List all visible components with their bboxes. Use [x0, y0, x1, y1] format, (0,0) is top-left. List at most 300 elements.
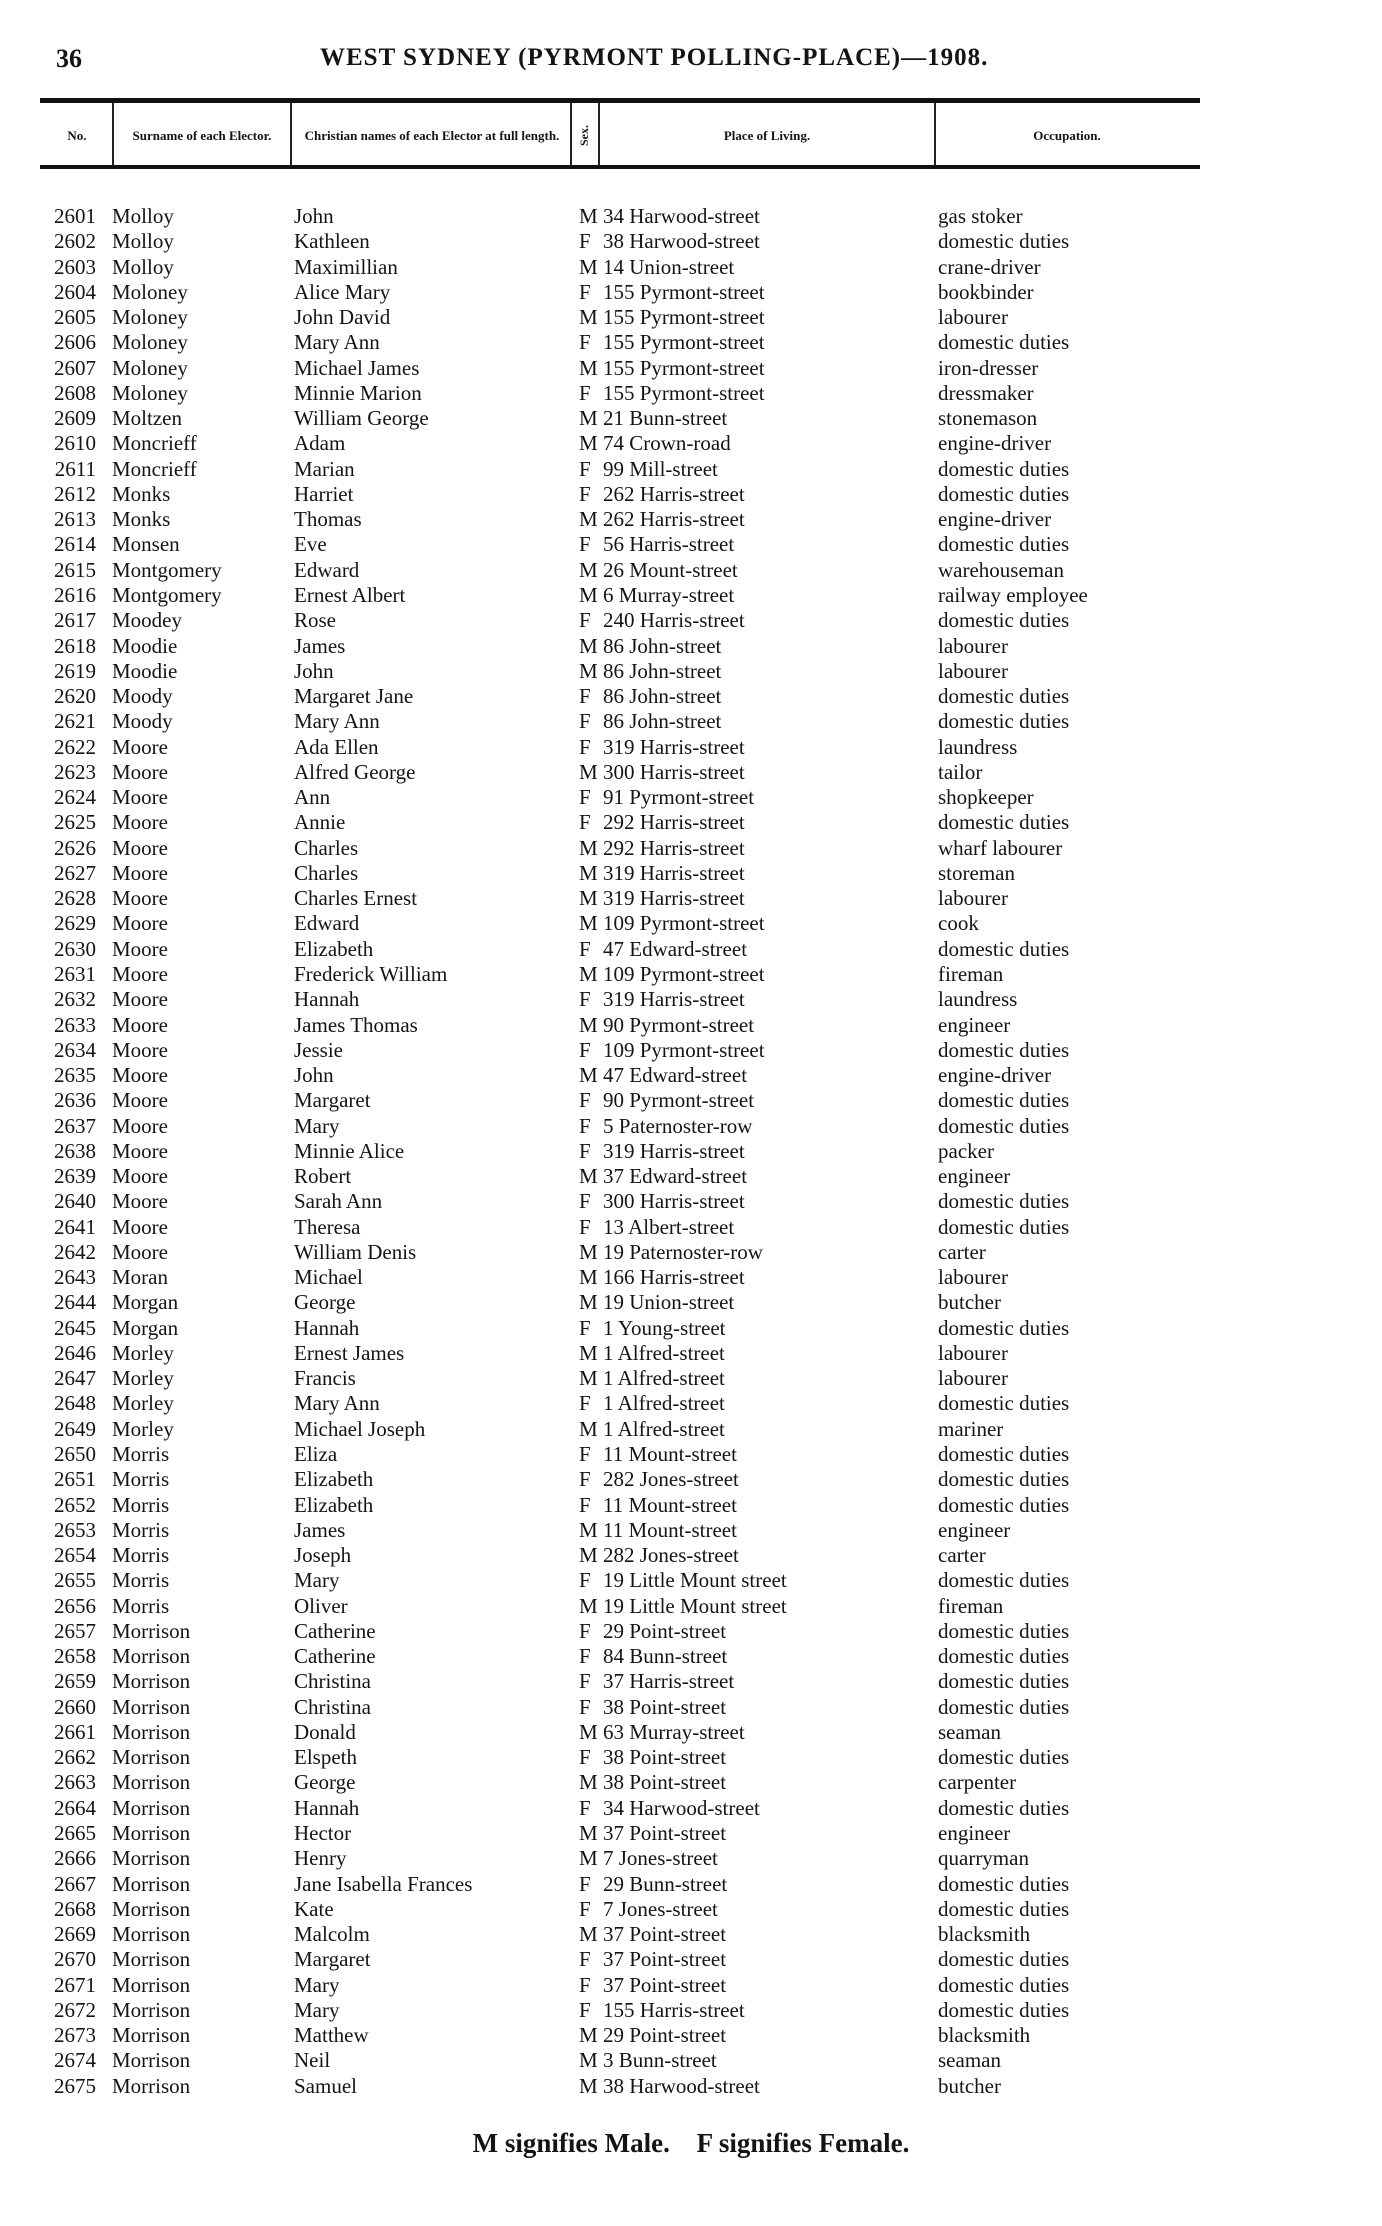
- table-row: [0, 431, 1382, 456]
- elector-surname: Morrison: [112, 1669, 191, 1694]
- table-row: [0, 937, 1382, 962]
- elector-number: 2648: [54, 1391, 96, 1416]
- elector-sex: F: [579, 1467, 591, 1492]
- elector-number: 2650: [54, 1442, 96, 1467]
- elector-christian-names: William George: [294, 406, 429, 431]
- elector-number: 2642: [54, 1239, 96, 1264]
- elector-christian-names: Rose: [294, 608, 336, 633]
- elector-surname: Moore: [112, 1214, 168, 1239]
- elector-place-of-living: 63 Murray-street: [603, 1719, 745, 1744]
- elector-number: 2641: [54, 1214, 96, 1239]
- elector-number: 2665: [54, 1821, 96, 1845]
- elector-christian-names: John: [294, 204, 334, 228]
- elector-place-of-living: 282 Jones-street: [603, 1467, 739, 1492]
- elector-place-of-living: 155 Pyrmont-street: [603, 380, 765, 405]
- elector-surname: Morrison: [112, 1694, 191, 1719]
- elector-number: 2627: [54, 860, 96, 885]
- elector-occupation: domestic duties: [938, 1618, 1070, 1643]
- elector-occupation: domestic duties: [938, 1694, 1070, 1719]
- table-row: [0, 1189, 1382, 1214]
- elector-sex: F: [579, 684, 591, 709]
- elector-place-of-living: 7 Jones-street: [603, 1846, 718, 1871]
- elector-christian-names: Catherine: [294, 1644, 376, 1669]
- elector-place-of-living: 11 Mount-street: [603, 1517, 737, 1542]
- elector-number: 2606: [54, 330, 96, 355]
- elector-number: 2660: [54, 1694, 96, 1719]
- elector-surname: Morrison: [112, 1997, 191, 2022]
- elector-christian-names: Hannah: [294, 987, 360, 1012]
- elector-christian-names: George: [294, 1290, 356, 1315]
- elector-surname: Morrison: [112, 2023, 191, 2048]
- elector-place-of-living: 319 Harris-street: [603, 987, 745, 1012]
- elector-occupation: domestic duties: [938, 1644, 1070, 1669]
- elector-occupation: domestic duties: [938, 1997, 1070, 2022]
- elector-christian-names: Elspeth: [294, 1745, 357, 1770]
- elector-sex: F: [579, 1113, 591, 1138]
- elector-christian-names: William Denis: [294, 1239, 417, 1264]
- elector-christian-names: Christina: [294, 1694, 371, 1719]
- elector-surname: Morrison: [112, 1922, 191, 1947]
- elector-occupation: carter: [938, 1239, 986, 1264]
- elector-surname: Moodey: [112, 608, 182, 633]
- elector-number: 2667: [54, 1871, 96, 1896]
- elector-christian-names: Eliza: [294, 1442, 338, 1467]
- elector-number: 2675: [54, 2073, 96, 2098]
- elector-sex: M: [579, 507, 598, 532]
- elector-sex: F: [579, 734, 591, 759]
- table-row: [0, 280, 1382, 305]
- elector-sex: F: [579, 1896, 591, 1921]
- elector-sex: F: [579, 1644, 591, 1669]
- table-row: [0, 1114, 1382, 1139]
- elector-christian-names: Maximillian: [294, 254, 398, 279]
- elector-christian-names: Frederick William: [294, 961, 448, 986]
- elector-place-of-living: 99 Mill-street: [603, 456, 718, 481]
- elector-place-of-living: 29 Point-street: [603, 2023, 727, 2048]
- table-row: [0, 482, 1382, 507]
- elector-place-of-living: 19 Little Mount street: [603, 1568, 787, 1593]
- elector-sex: M: [579, 557, 598, 582]
- table-row: [0, 2074, 1382, 2099]
- elector-sex: F: [579, 1669, 591, 1694]
- table-row: [0, 2023, 1382, 2048]
- elector-place-of-living: 37 Point-street: [603, 1972, 727, 1997]
- elector-christian-names: Ada Ellen: [294, 734, 379, 759]
- elector-occupation: engine-driver: [938, 507, 1052, 532]
- elector-surname: Morley: [112, 1391, 174, 1416]
- table-row: [0, 1619, 1382, 1644]
- elector-christian-names: Mary: [294, 1113, 340, 1138]
- elector-number: 2602: [54, 229, 96, 254]
- elector-occupation: domestic duties: [938, 1896, 1070, 1921]
- elector-sex: F: [579, 229, 591, 254]
- elector-place-of-living: 300 Harris-street: [603, 1189, 745, 1214]
- elector-surname: Moore: [112, 1239, 168, 1264]
- elector-surname: Morrison: [112, 1871, 191, 1896]
- elector-number: 2663: [54, 1770, 96, 1795]
- elector-occupation: labourer: [938, 658, 1008, 683]
- elector-christian-names: Jessie: [294, 1037, 343, 1062]
- elector-place-of-living: 155 Pyrmont-street: [603, 355, 765, 380]
- elector-sex: F: [579, 1694, 591, 1719]
- elector-occupation: quarryman: [938, 1846, 1029, 1871]
- elector-surname: Molloy: [112, 229, 174, 254]
- table-row: [0, 1265, 1382, 1290]
- elector-christian-names: Joseph: [294, 1543, 352, 1568]
- elector-place-of-living: 37 Point-street: [603, 1947, 727, 1972]
- elector-number: 2669: [54, 1922, 96, 1947]
- elector-occupation: carpenter: [938, 1770, 1017, 1795]
- column-header-place: Place of Living.: [723, 127, 811, 143]
- elector-surname: Moore: [112, 860, 168, 885]
- elector-occupation: carter: [938, 1543, 986, 1568]
- elector-sex: F: [579, 1568, 591, 1593]
- elector-place-of-living: 155 Pyrmont-street: [603, 305, 765, 330]
- elector-surname: Moody: [112, 684, 173, 709]
- elector-occupation: packer: [938, 1138, 994, 1163]
- elector-occupation: fireman: [938, 961, 1004, 986]
- elector-occupation: butcher: [938, 1290, 1001, 1315]
- elector-place-of-living: 1 Alfred-street: [603, 1416, 725, 1441]
- elector-place-of-living: 86 John-street: [603, 658, 722, 683]
- elector-number: 2653: [54, 1517, 96, 1542]
- elector-christian-names: Mary: [294, 1568, 340, 1593]
- table-row: [0, 255, 1382, 280]
- elector-surname: Morrison: [112, 1947, 191, 1972]
- elector-occupation: warehouseman: [938, 557, 1064, 582]
- elector-sex: F: [579, 1138, 591, 1163]
- elector-occupation: fireman: [938, 1593, 1004, 1618]
- elector-sex: M: [579, 911, 598, 936]
- elector-place-of-living: 34 Harwood-street: [603, 204, 760, 228]
- elector-christian-names: Michael James: [294, 355, 420, 380]
- elector-christian-names: Eve: [294, 532, 327, 557]
- elector-occupation: dressmaker: [938, 380, 1034, 405]
- elector-christian-names: Adam: [294, 431, 346, 456]
- male-legend: M signifies Male.: [472, 2128, 670, 2158]
- elector-sex: M: [579, 1517, 598, 1542]
- elector-occupation: labourer: [938, 305, 1008, 330]
- elector-place-of-living: 7 Jones-street: [603, 1896, 718, 1921]
- elector-christian-names: Mary Ann: [294, 330, 380, 355]
- elector-christian-names: Charles: [294, 860, 359, 885]
- elector-surname: Moore: [112, 1189, 168, 1214]
- elector-occupation: domestic duties: [938, 1088, 1070, 1113]
- elector-place-of-living: 240 Harris-street: [603, 608, 745, 633]
- elector-occupation: stonemason: [938, 406, 1038, 431]
- elector-occupation: domestic duties: [938, 1745, 1070, 1770]
- elector-christian-names: Matthew: [294, 2023, 369, 2048]
- elector-place-of-living: 319 Harris-street: [603, 860, 745, 885]
- elector-number: 2613: [54, 507, 96, 532]
- elector-place-of-living: 262 Harris-street: [603, 481, 745, 506]
- elector-surname: Moore: [112, 810, 168, 835]
- elector-surname: Moodie: [112, 633, 178, 658]
- table-row: [0, 1013, 1382, 1038]
- elector-number: 2638: [54, 1138, 96, 1163]
- elector-occupation: engineer: [938, 1164, 1011, 1189]
- elector-surname: Moloney: [112, 330, 188, 355]
- elector-number: 2633: [54, 1012, 96, 1037]
- elector-number: 2628: [54, 886, 96, 911]
- elector-number: 2661: [54, 1719, 96, 1744]
- elector-christian-names: Oliver: [294, 1593, 348, 1618]
- elector-occupation: domestic duties: [938, 229, 1070, 254]
- column-header-surname: Surname of each Elector.: [132, 127, 272, 143]
- elector-sex: M: [579, 2048, 598, 2073]
- table-row: [0, 1770, 1382, 1795]
- elector-surname: Morgan: [112, 1290, 179, 1315]
- elector-occupation: seaman: [938, 1719, 1001, 1744]
- elector-place-of-living: 319 Harris-street: [603, 1138, 745, 1163]
- elector-number: 2652: [54, 1492, 96, 1517]
- elector-number: 2615: [54, 557, 96, 582]
- elector-place-of-living: 19 Paternoster-row: [603, 1239, 763, 1264]
- table-row: [0, 1215, 1382, 1240]
- elector-surname: Morris: [112, 1568, 170, 1593]
- elector-number: 2619: [54, 658, 96, 683]
- elector-surname: Morris: [112, 1467, 170, 1492]
- elector-christian-names: Ernest Albert: [294, 582, 406, 607]
- elector-christian-names: Michael: [294, 1265, 363, 1290]
- elector-occupation: domestic duties: [938, 1568, 1070, 1593]
- elector-surname: Monks: [112, 507, 171, 532]
- table-row: [0, 229, 1382, 254]
- table-row: [0, 1139, 1382, 1164]
- elector-occupation: blacksmith: [938, 1922, 1031, 1947]
- elector-christian-names: Margaret: [294, 1947, 371, 1972]
- elector-place-of-living: 300 Harris-street: [603, 759, 745, 784]
- table-row: [0, 1947, 1382, 1972]
- elector-surname: Morrison: [112, 2048, 191, 2073]
- elector-sex: F: [579, 1795, 591, 1820]
- elector-occupation: tailor: [938, 759, 983, 784]
- elector-sex: F: [579, 936, 591, 961]
- elector-surname: Moore: [112, 1138, 168, 1163]
- elector-place-of-living: 262 Harris-street: [603, 507, 745, 532]
- elector-number: 2610: [54, 431, 96, 456]
- elector-occupation: labourer: [938, 886, 1008, 911]
- elector-sex: F: [579, 987, 591, 1012]
- elector-sex: M: [579, 431, 598, 456]
- elector-surname: Morrison: [112, 1795, 191, 1820]
- elector-number: 2620: [54, 684, 96, 709]
- table-row: [0, 1417, 1382, 1442]
- table-row: [0, 987, 1382, 1012]
- elector-occupation: cook: [938, 911, 979, 936]
- elector-surname: Moore: [112, 835, 168, 860]
- elector-sex: F: [579, 1947, 591, 1972]
- table-row: [0, 1290, 1382, 1315]
- elector-occupation: engineer: [938, 1821, 1011, 1845]
- elector-christian-names: Hannah: [294, 1315, 360, 1340]
- elector-number: 2616: [54, 582, 96, 607]
- elector-place-of-living: 292 Harris-street: [603, 810, 745, 835]
- elector-christian-names: Sarah Ann: [294, 1189, 383, 1214]
- table-row: [0, 583, 1382, 608]
- elector-sex: F: [579, 608, 591, 633]
- elector-sex: M: [579, 1340, 598, 1365]
- elector-christian-names: Mary: [294, 1972, 340, 1997]
- elector-place-of-living: 109 Pyrmont-street: [603, 1037, 765, 1062]
- elector-number: 2643: [54, 1265, 96, 1290]
- elector-surname: Morley: [112, 1416, 174, 1441]
- page-title: WEST SYDNEY (PYRMONT POLLING-PLACE)—1908.: [320, 44, 989, 71]
- table-row: [0, 457, 1382, 482]
- elector-number: 2668: [54, 1896, 96, 1921]
- elector-place-of-living: 319 Harris-street: [603, 886, 745, 911]
- elector-occupation: mariner: [938, 1416, 1004, 1441]
- elector-christian-names: Hector: [294, 1821, 352, 1845]
- elector-occupation: domestic duties: [938, 1492, 1070, 1517]
- elector-christian-names: James: [294, 1517, 346, 1542]
- elector-place-of-living: 37 Point-street: [603, 1922, 727, 1947]
- elector-surname: Morgan: [112, 1315, 179, 1340]
- elector-number: 2621: [54, 709, 96, 734]
- elector-occupation: domestic duties: [938, 456, 1070, 481]
- elector-occupation: engine-driver: [938, 1063, 1052, 1088]
- elector-sex: F: [579, 1442, 591, 1467]
- elector-occupation: storeman: [938, 860, 1015, 885]
- elector-sex: F: [579, 1214, 591, 1239]
- elector-christian-names: Robert: [294, 1164, 352, 1189]
- elector-christian-names: Ann: [294, 785, 331, 810]
- elector-place-of-living: 19 Union-street: [603, 1290, 735, 1315]
- elector-surname: Moore: [112, 1063, 168, 1088]
- elector-number: 2614: [54, 532, 96, 557]
- elector-occupation: domestic duties: [938, 1214, 1070, 1239]
- elector-number: 2605: [54, 305, 96, 330]
- page-number: 36: [56, 44, 82, 73]
- table-row: [0, 1897, 1382, 1922]
- elector-number: 2617: [54, 608, 96, 633]
- elector-number: 2644: [54, 1290, 96, 1315]
- elector-sex: M: [579, 1265, 598, 1290]
- elector-number: 2666: [54, 1846, 96, 1871]
- elector-place-of-living: 91 Pyrmont-street: [603, 785, 755, 810]
- table-row: [0, 381, 1382, 406]
- table-row: [0, 659, 1382, 684]
- elector-number: 2639: [54, 1164, 96, 1189]
- elector-occupation: domestic duties: [938, 1442, 1070, 1467]
- elector-christian-names: Charles: [294, 835, 359, 860]
- table-row: [0, 204, 1382, 229]
- elector-surname: Moore: [112, 1037, 168, 1062]
- elector-number: 2664: [54, 1795, 96, 1820]
- table-row: [0, 330, 1382, 355]
- table-row: [0, 1164, 1382, 1189]
- elector-number: 2655: [54, 1568, 96, 1593]
- elector-christian-names: Ernest James: [294, 1340, 405, 1365]
- table-row: [0, 684, 1382, 709]
- elector-occupation: domestic duties: [938, 608, 1070, 633]
- elector-number: 2658: [54, 1644, 96, 1669]
- elector-surname: Moore: [112, 961, 168, 986]
- elector-christian-names: Donald: [294, 1719, 356, 1744]
- elector-occupation: shopkeeper: [938, 785, 1034, 810]
- elector-surname: Morrison: [112, 1745, 191, 1770]
- table-row: [0, 2048, 1382, 2073]
- table-row: [0, 1316, 1382, 1341]
- elector-occupation: domestic duties: [938, 1189, 1070, 1214]
- column-divider: [290, 103, 292, 165]
- elector-number: 2649: [54, 1416, 96, 1441]
- column-header-no: No.: [67, 127, 87, 143]
- column-divider: [112, 103, 114, 165]
- table-row: [0, 1998, 1382, 2023]
- table-row: [0, 1745, 1382, 1770]
- elector-christian-names: John: [294, 1063, 334, 1088]
- elector-sex: M: [579, 1063, 598, 1088]
- elector-sex: F: [579, 456, 591, 481]
- elector-surname: Morris: [112, 1492, 170, 1517]
- elector-surname: Moore: [112, 785, 168, 810]
- elector-surname: Moore: [112, 987, 168, 1012]
- elector-sex: M: [579, 1366, 598, 1391]
- female-legend: F signifies Female.: [696, 2128, 910, 2158]
- elector-place-of-living: 155 Pyrmont-street: [603, 279, 765, 304]
- elector-place-of-living: 1 Alfred-street: [603, 1366, 725, 1391]
- elector-christian-names: Samuel: [294, 2073, 357, 2098]
- elector-occupation: domestic duties: [938, 1037, 1070, 1062]
- elector-occupation: domestic duties: [938, 936, 1070, 961]
- elector-place-of-living: 90 Pyrmont-street: [603, 1088, 755, 1113]
- sex-legend: [0, 2128, 1382, 2159]
- elector-surname: Moodie: [112, 658, 178, 683]
- elector-sex: F: [579, 1391, 591, 1416]
- elector-occupation: domestic duties: [938, 1972, 1070, 1997]
- elector-place-of-living: 29 Bunn-street: [603, 1871, 728, 1896]
- elector-place-of-living: 13 Albert-street: [603, 1214, 735, 1239]
- elector-number: 2624: [54, 785, 96, 810]
- table-row: [0, 356, 1382, 381]
- elector-place-of-living: 6 Murray-street: [603, 582, 735, 607]
- elector-sex: F: [579, 1618, 591, 1643]
- elector-number: 2673: [54, 2023, 96, 2048]
- table-row: [0, 1493, 1382, 1518]
- elector-surname: Morris: [112, 1442, 170, 1467]
- elector-place-of-living: 34 Harwood-street: [603, 1795, 760, 1820]
- elector-surname: Moore: [112, 1012, 168, 1037]
- elector-sex: M: [579, 1239, 598, 1264]
- elector-place-of-living: 5 Paternoster-row: [603, 1113, 753, 1138]
- table-row: [0, 735, 1382, 760]
- elector-place-of-living: 84 Bunn-street: [603, 1644, 728, 1669]
- elector-place-of-living: 11 Mount-street: [603, 1442, 737, 1467]
- table-row: [0, 1720, 1382, 1745]
- elector-place-of-living: 47 Edward-street: [603, 936, 748, 961]
- table-row: [0, 760, 1382, 785]
- table-row: [0, 634, 1382, 659]
- elector-occupation: laundress: [938, 987, 1018, 1012]
- table-row: [0, 532, 1382, 557]
- elector-occupation: domestic duties: [938, 532, 1070, 557]
- elector-surname: Moltzen: [112, 406, 182, 431]
- column-divider: [934, 103, 936, 165]
- elector-sex: F: [579, 1745, 591, 1770]
- elector-place-of-living: 47 Edward-street: [603, 1063, 748, 1088]
- elector-christian-names: Annie: [294, 810, 346, 835]
- elector-sex: M: [579, 1770, 598, 1795]
- table-row: [0, 1695, 1382, 1720]
- elector-place-of-living: 90 Pyrmont-street: [603, 1012, 755, 1037]
- elector-surname: Moody: [112, 709, 173, 734]
- column-header-sex: [572, 112, 596, 158]
- elector-place-of-living: 21 Bunn-street: [603, 406, 728, 431]
- elector-number: 2640: [54, 1189, 96, 1214]
- table-row: [0, 1518, 1382, 1543]
- table-row: [0, 507, 1382, 532]
